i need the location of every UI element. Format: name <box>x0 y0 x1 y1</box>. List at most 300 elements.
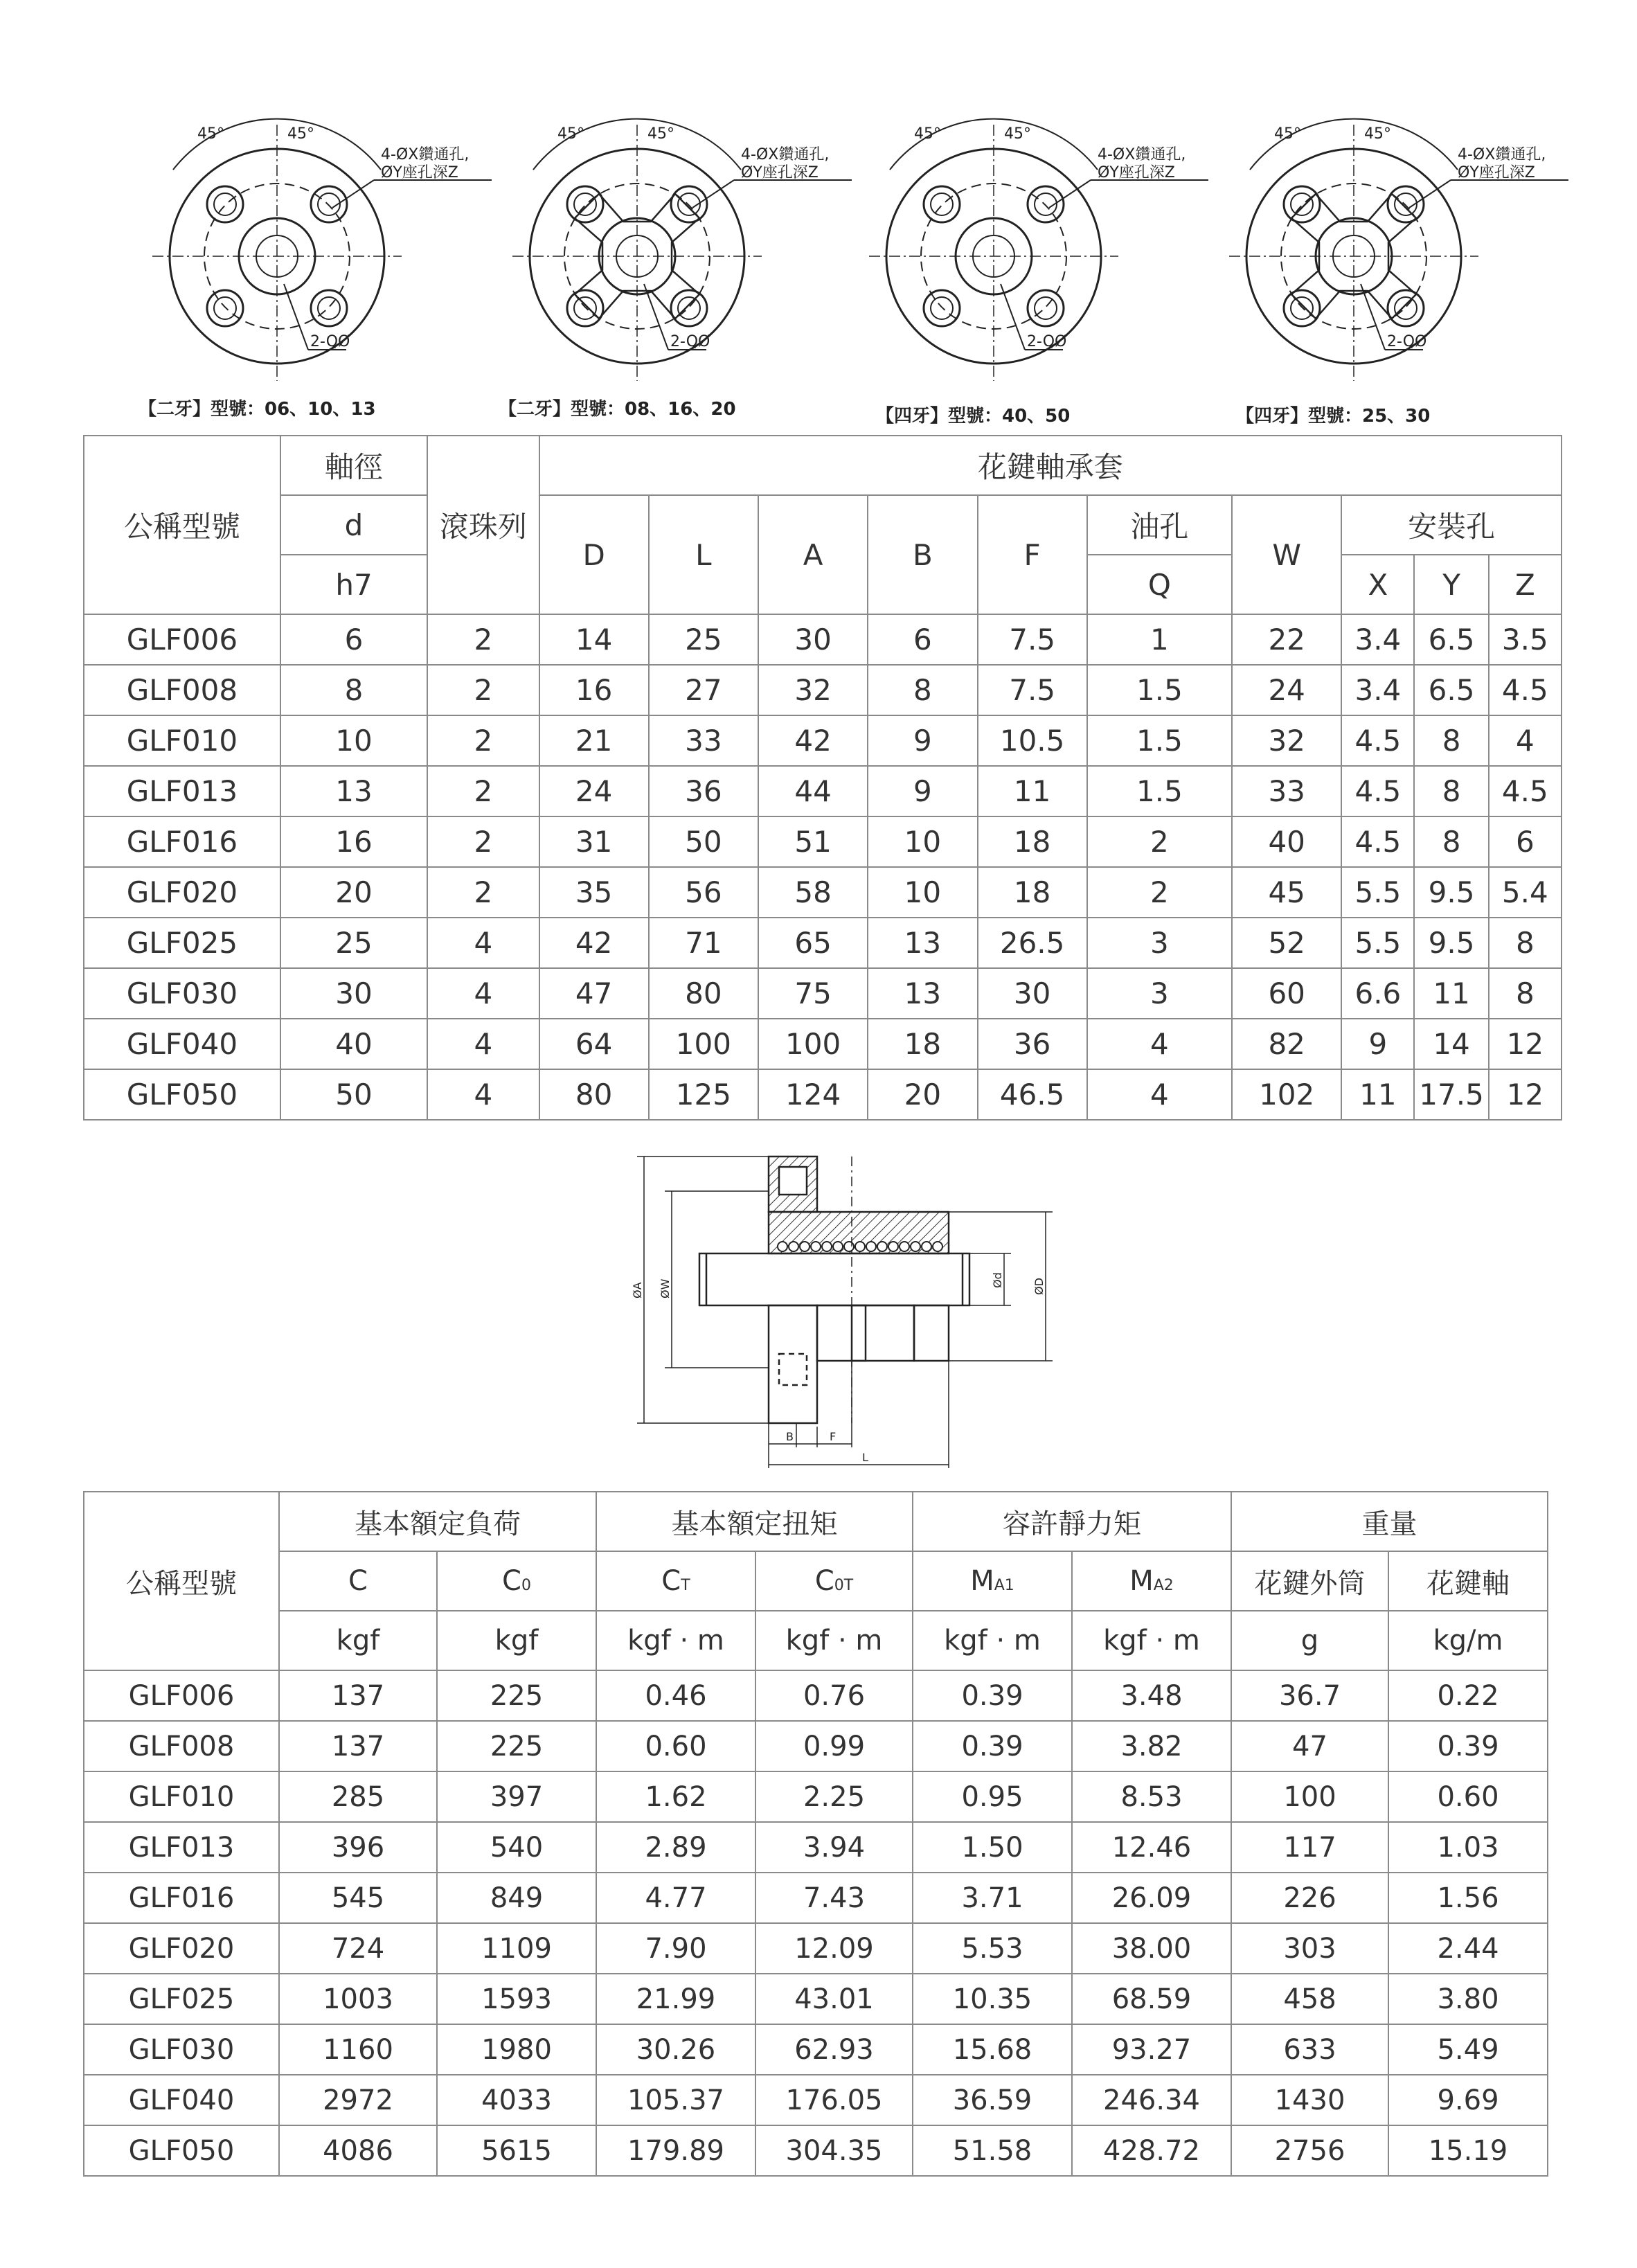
value-cell: 4 <box>1087 1069 1232 1120</box>
ball <box>844 1242 854 1251</box>
value-cell: 13 <box>868 968 977 1019</box>
value-cell: 80 <box>539 1069 649 1120</box>
angle-left-label: 45° <box>1274 125 1301 143</box>
ball <box>888 1242 898 1251</box>
value-cell: 0.99 <box>755 1721 913 1771</box>
value-cell: 64 <box>539 1019 649 1069</box>
table-row <box>84 614 1562 665</box>
value-cell: 9 <box>868 766 977 816</box>
value-cell: 47 <box>1231 1721 1388 1771</box>
model-cell: GLF020 <box>84 867 280 918</box>
value-cell: 7.90 <box>596 1923 755 1974</box>
value-cell: 304.35 <box>755 2125 913 2176</box>
value-cell: 3 <box>1087 918 1232 968</box>
value-cell: 225 <box>437 1721 596 1771</box>
value-cell: 1.56 <box>1388 1873 1548 1923</box>
value-cell: 3 <box>1087 968 1232 1019</box>
model-cell: GLF008 <box>84 1721 279 1771</box>
value-cell: 8 <box>868 665 977 715</box>
dim-B: B <box>786 1430 794 1443</box>
value-cell: 4 <box>1489 715 1562 766</box>
value-cell: 9.5 <box>1414 918 1488 968</box>
value-cell: 24 <box>539 766 649 816</box>
value-cell: 4086 <box>279 2125 437 2176</box>
value-cell: 0.39 <box>1388 1721 1548 1771</box>
header-D: D <box>539 495 649 614</box>
value-cell: 33 <box>649 715 758 766</box>
ball <box>789 1242 798 1251</box>
header-C0: C0 <box>437 1551 596 1611</box>
figure-caption: 【二牙】型號：06、10、13 <box>138 399 376 420</box>
value-cell: 2.44 <box>1388 1923 1548 1974</box>
value-cell: 4.77 <box>596 1873 755 1923</box>
model-cell: GLF010 <box>84 1771 279 1822</box>
value-cell: 8 <box>1489 918 1562 968</box>
flange-figure <box>855 97 1229 427</box>
value-cell: 13 <box>868 918 977 968</box>
value-cell: 60 <box>1232 968 1341 1019</box>
ball <box>877 1242 887 1251</box>
ball <box>778 1242 787 1251</box>
value-cell: 1.50 <box>913 1822 1072 1873</box>
table-row <box>84 1822 1548 1873</box>
header-MA1: MA1 <box>913 1551 1072 1611</box>
value-cell: 4 <box>427 1019 539 1069</box>
value-cell: 36.59 <box>913 2075 1072 2125</box>
value-cell: 32 <box>758 665 868 715</box>
table-row <box>84 1873 1548 1923</box>
header-bearing: 花鍵軸承套 <box>539 436 1562 495</box>
table-row <box>84 968 1562 1019</box>
model-cell: GLF040 <box>84 2075 279 2125</box>
header-X: X <box>1341 555 1414 614</box>
value-cell: 3.4 <box>1341 614 1414 665</box>
value-cell: 9 <box>1341 1019 1414 1069</box>
ball <box>855 1242 865 1251</box>
value-cell: 246.34 <box>1072 2075 1231 2125</box>
flange-figure <box>138 97 512 422</box>
unit-C0T: kgf · m <box>755 1611 913 1670</box>
value-cell: 225 <box>437 1670 596 1721</box>
table-row <box>84 2024 1548 2075</box>
value-cell: 50 <box>280 1069 427 1120</box>
value-cell: 1.5 <box>1087 715 1232 766</box>
value-cell: 8.53 <box>1072 1771 1231 1822</box>
value-cell: 56 <box>649 867 758 918</box>
value-cell: 82 <box>1232 1019 1341 1069</box>
value-cell: 545 <box>279 1873 437 1923</box>
value-cell: 0.95 <box>913 1771 1072 1822</box>
header-F: F <box>978 495 1087 614</box>
q-hole-label: 2-QØ <box>1027 333 1067 350</box>
value-cell: 5.4 <box>1489 867 1562 918</box>
value-cell: 4 <box>427 968 539 1019</box>
value-cell: 4.5 <box>1341 816 1414 867</box>
value-cell: 36.7 <box>1231 1670 1388 1721</box>
table-row <box>84 1670 1548 1721</box>
value-cell: 8 <box>1414 715 1488 766</box>
value-cell: 10 <box>868 867 977 918</box>
value-cell: 3.5 <box>1489 614 1562 665</box>
value-cell: 0.22 <box>1388 1670 1548 1721</box>
value-cell: 285 <box>279 1771 437 1822</box>
value-cell: 16 <box>280 816 427 867</box>
model-cell: GLF006 <box>84 614 280 665</box>
value-cell: 8 <box>280 665 427 715</box>
value-cell: 62.93 <box>755 2024 913 2075</box>
value-cell: 2.25 <box>755 1771 913 1822</box>
model-cell: GLF030 <box>84 968 280 1019</box>
ball <box>800 1242 809 1251</box>
value-cell: 137 <box>279 1670 437 1721</box>
table-row <box>84 816 1562 867</box>
value-cell: 6.5 <box>1414 665 1488 715</box>
q-hole-label: 2-QØ <box>1387 333 1427 350</box>
value-cell: 40 <box>280 1019 427 1069</box>
model-cell: GLF025 <box>84 1974 279 2024</box>
value-cell: 100 <box>758 1019 868 1069</box>
value-cell: 68.59 <box>1072 1974 1231 2024</box>
header-basic-load: 基本額定負荷 <box>279 1492 596 1551</box>
value-cell: 7.43 <box>755 1873 913 1923</box>
value-cell: 1003 <box>279 1974 437 2024</box>
value-cell: 4 <box>427 918 539 968</box>
hole-note-line1: 4-ØX鑽通孔, <box>1098 146 1186 163</box>
value-cell: 1160 <box>279 2024 437 2075</box>
value-cell: 4 <box>1087 1019 1232 1069</box>
value-cell: 2 <box>427 766 539 816</box>
value-cell: 176.05 <box>755 2075 913 2125</box>
value-cell: 2 <box>427 665 539 715</box>
value-cell: 12.09 <box>755 1923 913 1974</box>
value-cell: 30 <box>978 968 1087 1019</box>
table-row <box>84 918 1562 968</box>
value-cell: 18 <box>978 816 1087 867</box>
value-cell: 12.46 <box>1072 1822 1231 1873</box>
value-cell: 2 <box>427 715 539 766</box>
value-cell: 1109 <box>437 1923 596 1974</box>
value-cell: 6.6 <box>1341 968 1414 1019</box>
value-cell: 21.99 <box>596 1974 755 2024</box>
dimension-table <box>83 435 1562 1120</box>
unit-C0: kgf <box>437 1611 596 1670</box>
cross-section-drawing <box>609 1150 1136 1482</box>
value-cell: 1 <box>1087 614 1232 665</box>
value-cell: 4.5 <box>1489 766 1562 816</box>
table-row <box>84 1019 1562 1069</box>
header-W: W <box>1232 495 1341 614</box>
value-cell: 0.60 <box>596 1721 755 1771</box>
unit-shaft-weight: kg/m <box>1388 1611 1548 1670</box>
value-cell: 11 <box>1341 1069 1414 1120</box>
value-cell: 33 <box>1232 766 1341 816</box>
value-cell: 38.00 <box>1072 1923 1231 1974</box>
value-cell: 65 <box>758 918 868 968</box>
value-cell: 22 <box>1232 614 1341 665</box>
value-cell: 2756 <box>1231 2125 1388 2176</box>
unit-MA2: kgf · m <box>1072 1611 1231 1670</box>
value-cell: 12 <box>1489 1019 1562 1069</box>
flange-figure <box>499 97 873 422</box>
header-A: A <box>758 495 868 614</box>
value-cell: 40 <box>1232 816 1341 867</box>
hole-note-line2: ØY座孔深Z <box>381 164 458 181</box>
header-C: C <box>279 1551 437 1611</box>
dim-A: ØA <box>631 1282 644 1298</box>
hole-note-line2: ØY座孔深Z <box>1458 164 1535 181</box>
value-cell: 30 <box>758 614 868 665</box>
header-CT: CT <box>596 1551 755 1611</box>
ball <box>833 1242 843 1251</box>
value-cell: 4.5 <box>1341 715 1414 766</box>
value-cell: 1.5 <box>1087 766 1232 816</box>
ball <box>866 1242 876 1251</box>
table-row <box>84 1069 1562 1120</box>
ball <box>811 1242 821 1251</box>
value-cell: 6.5 <box>1414 614 1488 665</box>
value-cell: 20 <box>868 1069 977 1120</box>
flange-figure <box>1215 97 1589 427</box>
angle-left-label: 45° <box>197 125 224 143</box>
value-cell: 4033 <box>437 2075 596 2125</box>
angle-left-label: 45° <box>557 125 584 143</box>
model-cell: GLF008 <box>84 665 280 715</box>
value-cell: 3.4 <box>1341 665 1414 715</box>
dim-D: ØD <box>1032 1278 1046 1295</box>
value-cell: 20 <box>280 867 427 918</box>
value-cell: 2 <box>427 614 539 665</box>
header-shaft-diameter: 軸徑 <box>280 436 427 495</box>
model-cell: GLF016 <box>84 1873 279 1923</box>
value-cell: 14 <box>539 614 649 665</box>
angle-right-label: 45° <box>647 125 674 143</box>
value-cell: 6 <box>1489 816 1562 867</box>
value-cell: 17.5 <box>1414 1069 1488 1120</box>
value-cell: 6 <box>280 614 427 665</box>
value-cell: 125 <box>649 1069 758 1120</box>
figure-caption: 【四牙】型號：40、50 <box>876 406 1071 427</box>
figure-caption: 【二牙】型號：08、16、20 <box>499 399 736 420</box>
value-cell: 5.5 <box>1341 867 1414 918</box>
value-cell: 51.58 <box>913 2125 1072 2176</box>
value-cell: 3.94 <box>755 1822 913 1873</box>
header-outer-weight: 花鍵外筒 <box>1231 1551 1388 1611</box>
value-cell: 13 <box>280 766 427 816</box>
dim-d: Ød <box>991 1272 1004 1288</box>
value-cell: 21 <box>539 715 649 766</box>
value-cell: 30 <box>280 968 427 1019</box>
value-cell: 397 <box>437 1771 596 1822</box>
value-cell: 226 <box>1231 1873 1388 1923</box>
value-cell: 303 <box>1231 1923 1388 1974</box>
table-row <box>84 867 1562 918</box>
value-cell: 1.62 <box>596 1771 755 1822</box>
value-cell: 4.5 <box>1489 665 1562 715</box>
value-cell: 100 <box>649 1019 758 1069</box>
value-cell: 0.76 <box>755 1670 913 1721</box>
header-oil-hole: 油孔 <box>1087 495 1232 555</box>
table-row <box>84 715 1562 766</box>
unit-MA1: kgf · m <box>913 1611 1072 1670</box>
model-cell: GLF013 <box>84 1822 279 1873</box>
value-cell: 4 <box>427 1069 539 1120</box>
model-cell: GLF006 <box>84 1670 279 1721</box>
value-cell: 849 <box>437 1873 596 1923</box>
value-cell: 2 <box>427 867 539 918</box>
q-hole-label: 2-QØ <box>670 333 710 350</box>
dim-W: ØW <box>659 1278 672 1298</box>
table-row <box>84 2125 1548 2176</box>
table-row <box>84 1974 1548 2024</box>
value-cell: 5615 <box>437 2125 596 2176</box>
hole-note-line1: 4-ØX鑽通孔, <box>1458 146 1546 163</box>
value-cell: 1.5 <box>1087 665 1232 715</box>
value-cell: 11 <box>1414 968 1488 1019</box>
value-cell: 12 <box>1489 1069 1562 1120</box>
value-cell: 80 <box>649 968 758 1019</box>
header-h7: h7 <box>280 555 427 614</box>
table-row <box>84 2075 1548 2125</box>
value-cell: 117 <box>1231 1822 1388 1873</box>
value-cell: 1593 <box>437 1974 596 2024</box>
value-cell: 540 <box>437 1822 596 1873</box>
header-Z: Z <box>1489 555 1562 614</box>
value-cell: 100 <box>1231 1771 1388 1822</box>
model-cell: GLF050 <box>84 2125 279 2176</box>
model-cell: GLF016 <box>84 816 280 867</box>
value-cell: 32 <box>1232 715 1341 766</box>
value-cell: 6 <box>868 614 977 665</box>
load-rating-table <box>83 1491 1548 2177</box>
value-cell: 58 <box>758 867 868 918</box>
value-cell: 27 <box>649 665 758 715</box>
header-L: L <box>649 495 758 614</box>
angle-right-label: 45° <box>1004 125 1031 143</box>
value-cell: 11 <box>978 766 1087 816</box>
value-cell: 10 <box>280 715 427 766</box>
value-cell: 36 <box>649 766 758 816</box>
table-row <box>84 1721 1548 1771</box>
header-model: 公稱型號 <box>84 1492 279 1670</box>
value-cell: 42 <box>758 715 868 766</box>
value-cell: 24 <box>1232 665 1341 715</box>
header-B: B <box>868 495 977 614</box>
model-cell: GLF013 <box>84 766 280 816</box>
value-cell: 15.19 <box>1388 2125 1548 2176</box>
hole-note-line2: ØY座孔深Z <box>1098 164 1175 181</box>
header-ball-rows: 滾珠列 <box>427 436 539 614</box>
value-cell: 0.46 <box>596 1670 755 1721</box>
value-cell: 396 <box>279 1822 437 1873</box>
value-cell: 5.49 <box>1388 2024 1548 2075</box>
value-cell: 3.80 <box>1388 1974 1548 2024</box>
value-cell: 4.5 <box>1341 766 1414 816</box>
value-cell: 2 <box>1087 816 1232 867</box>
header-shaft-weight: 花鍵軸 <box>1388 1551 1548 1611</box>
value-cell: 15.68 <box>913 2024 1072 2075</box>
table-row <box>84 1923 1548 1974</box>
model-cell: GLF025 <box>84 918 280 968</box>
value-cell: 75 <box>758 968 868 1019</box>
value-cell: 10.5 <box>978 715 1087 766</box>
hole-note-line2: ØY座孔深Z <box>741 164 818 181</box>
value-cell: 3.48 <box>1072 1670 1231 1721</box>
header-mount-hole: 安裝孔 <box>1341 495 1562 555</box>
value-cell: 102 <box>1232 1069 1341 1120</box>
value-cell: 18 <box>868 1019 977 1069</box>
value-cell: 36 <box>978 1019 1087 1069</box>
ball <box>911 1242 920 1251</box>
value-cell: 45 <box>1232 867 1341 918</box>
header-basic-torque: 基本額定扭矩 <box>596 1492 913 1551</box>
value-cell: 8 <box>1414 766 1488 816</box>
value-cell: 25 <box>649 614 758 665</box>
value-cell: 0.39 <box>913 1670 1072 1721</box>
value-cell: 44 <box>758 766 868 816</box>
model-cell: GLF010 <box>84 715 280 766</box>
header-d: d <box>280 495 427 555</box>
header-model: 公稱型號 <box>84 436 280 614</box>
header-weight: 重量 <box>1231 1492 1548 1551</box>
header-static-moment: 容許靜力矩 <box>913 1492 1231 1551</box>
value-cell: 179.89 <box>596 2125 755 2176</box>
value-cell: 1980 <box>437 2024 596 2075</box>
hole-note-line1: 4-ØX鑽通孔, <box>381 146 469 163</box>
model-cell: GLF040 <box>84 1019 280 1069</box>
value-cell: 93.27 <box>1072 2024 1231 2075</box>
value-cell: 0.60 <box>1388 1771 1548 1822</box>
value-cell: 458 <box>1231 1974 1388 2024</box>
value-cell: 8 <box>1414 816 1488 867</box>
ball <box>922 1242 931 1251</box>
value-cell: 43.01 <box>755 1974 913 2024</box>
angle-left-label: 45° <box>914 125 941 143</box>
ball <box>933 1242 942 1251</box>
value-cell: 2972 <box>279 2075 437 2125</box>
value-cell: 42 <box>539 918 649 968</box>
value-cell: 7.5 <box>978 614 1087 665</box>
value-cell: 2 <box>427 816 539 867</box>
value-cell: 124 <box>758 1069 868 1120</box>
value-cell: 0.39 <box>913 1721 1072 1771</box>
hole-note-line1: 4-ØX鑽通孔, <box>741 146 830 163</box>
value-cell: 9 <box>868 715 977 766</box>
value-cell: 25 <box>280 918 427 968</box>
value-cell: 71 <box>649 918 758 968</box>
model-cell: GLF020 <box>84 1923 279 1974</box>
table-row <box>84 665 1562 715</box>
model-cell: GLF050 <box>84 1069 280 1120</box>
value-cell: 2.89 <box>596 1822 755 1873</box>
table-row <box>84 1771 1548 1822</box>
q-hole-label: 2-QØ <box>310 333 350 350</box>
header-Y: Y <box>1414 555 1488 614</box>
value-cell: 5.53 <box>913 1923 1072 1974</box>
dim-F: F <box>830 1430 837 1443</box>
value-cell: 137 <box>279 1721 437 1771</box>
unit-CT: kgf · m <box>596 1611 755 1670</box>
figure-caption: 【四牙】型號：25、30 <box>1236 406 1431 427</box>
value-cell: 3.71 <box>913 1873 1072 1923</box>
value-cell: 30.26 <box>596 2024 755 2075</box>
value-cell: 5.5 <box>1341 918 1414 968</box>
value-cell: 35 <box>539 867 649 918</box>
value-cell: 52 <box>1232 918 1341 968</box>
value-cell: 7.5 <box>978 665 1087 715</box>
value-cell: 46.5 <box>978 1069 1087 1120</box>
value-cell: 428.72 <box>1072 2125 1231 2176</box>
value-cell: 26.09 <box>1072 1873 1231 1923</box>
